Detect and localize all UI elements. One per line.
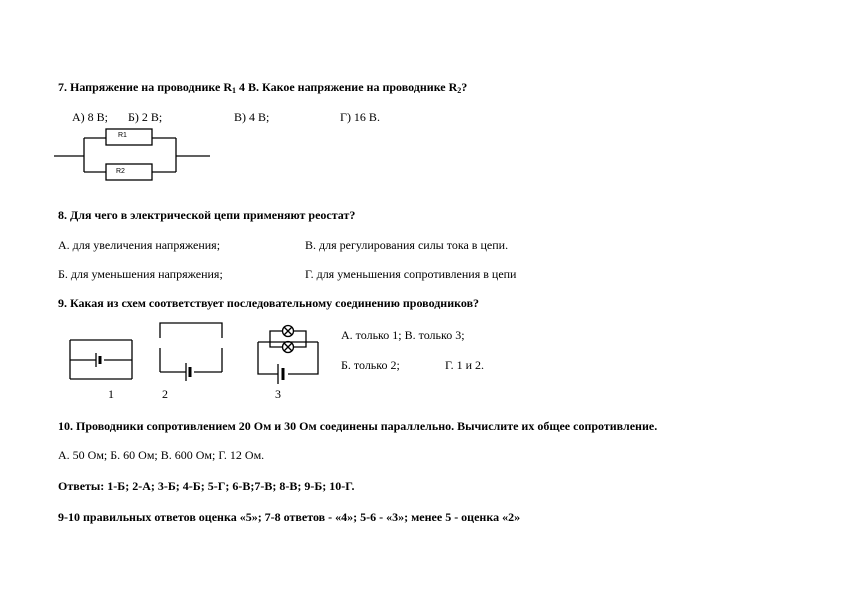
q8-option-a: А. для увеличения напряжения;: [58, 238, 221, 252]
answers-line: Ответы: 1-Б; 2-А; 3-Б; 4-Б; 5-Г; 6-В;7-В; 8-В; 9-Б; 10-Г.: [58, 479, 355, 493]
q7-parallel-circuit: [50, 122, 220, 188]
q9-scheme-1: [62, 335, 142, 385]
q9-scheme-2: [152, 318, 232, 384]
q7-option-a: А) 8 В;: [72, 110, 108, 124]
question-7-title: 7. Напряжение на проводнике $R_1$ 4 В. Какое напряжение на проводнике $R_2$?: [58, 80, 468, 95]
resistor-label-r2: R2: [116, 168, 125, 175]
q7-option-b: Б) 2 В;: [128, 110, 163, 124]
q8-option-g: Г. для уменьшения сопротивления в цепи: [305, 267, 517, 281]
resistor-label-r1: R1: [118, 132, 127, 139]
question-8-title: 8. Для чего в электрической цепи применяют реостат?: [58, 208, 356, 222]
question-9-title: 9. Какая из схем соответствует последовательному соединению проводников?: [58, 296, 480, 310]
q9-scheme-3: [250, 322, 326, 384]
q7-option-g: Г) 16 В.: [340, 110, 380, 124]
q8-option-b: Б. для уменьшения напряжения;: [58, 267, 223, 281]
grading-line: 9-10 правильных ответов оценка «5»; 7-8 ответов - «4»; 5-6 - «3»; менее 5 - оценка «2»: [58, 510, 521, 524]
q9-option-b: Б. только 2;: [341, 358, 400, 372]
q7-option-v: В) 4 В;: [234, 110, 270, 124]
q9-option-g: Г. 1 и 2.: [445, 358, 485, 372]
q9-scheme-number-1: 1: [108, 387, 114, 401]
q9-option-a-v: А. только 1; В. только 3;: [341, 328, 465, 342]
q10-options: А. 50 Ом; Б. 60 Ом; В. 600 Ом; Г. 12 Ом.: [58, 448, 265, 462]
q8-option-v: В. для регулирования силы тока в цепи.: [305, 238, 509, 252]
q9-scheme-number-2: 2: [162, 387, 168, 401]
question-10-title: 10. Проводники сопротивлением 20 Ом и 30 Ом соединены параллельно. Вычислите их общее сопротивление.: [58, 419, 658, 433]
q9-scheme-number-3: 3: [275, 387, 281, 401]
